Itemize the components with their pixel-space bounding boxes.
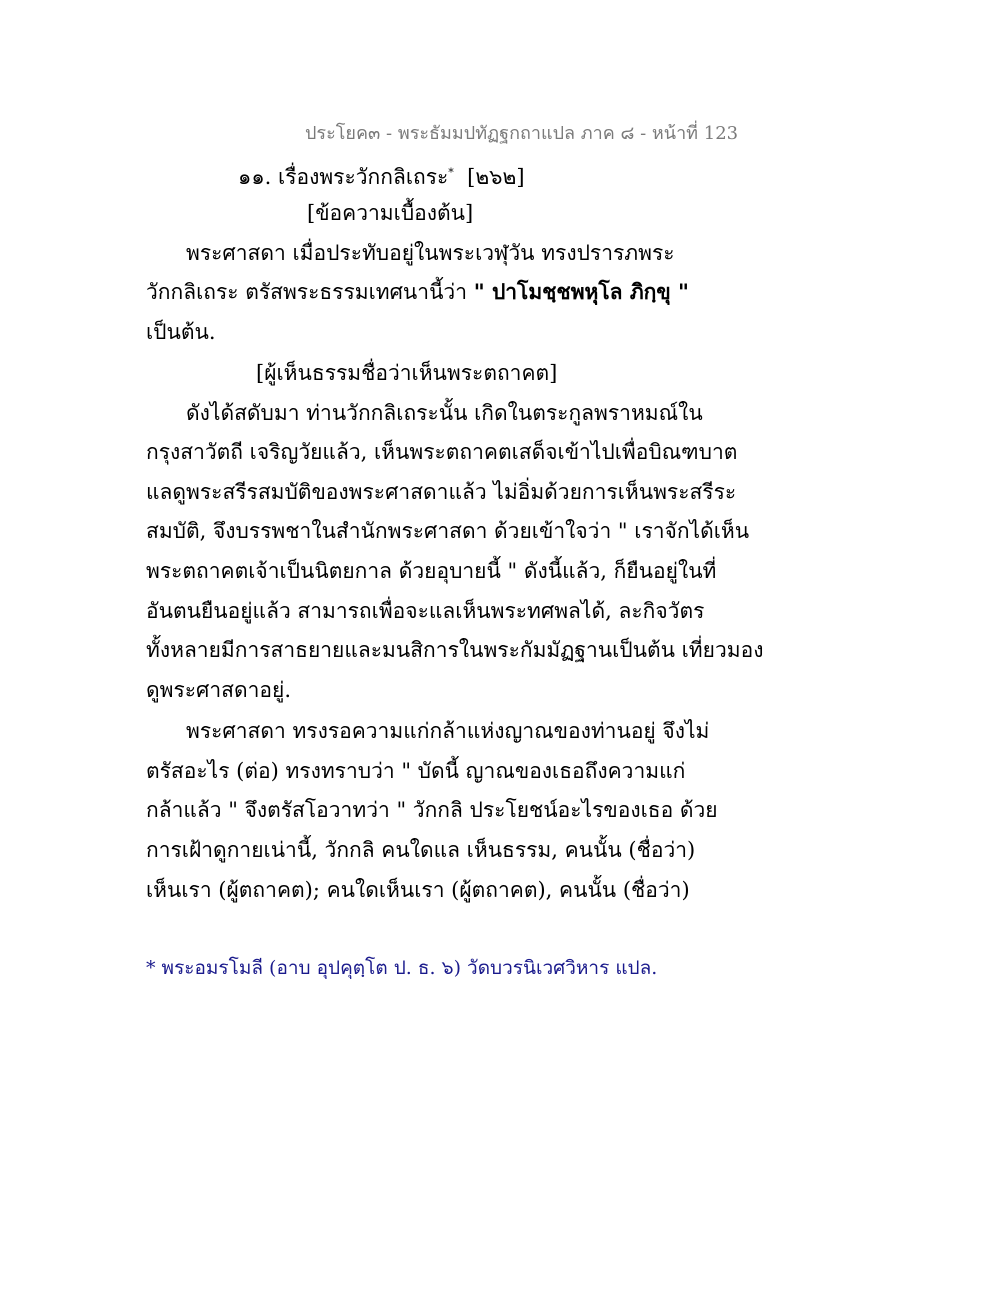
paragraph-3-line-5: เห็นเรา (ผู้ตถาคต); คนใดเห็นเรา (ผู้ตถาคต), คนนั้น (ชื่อว่า) bbox=[146, 878, 690, 902]
story-ref-number: [๒๖๒] bbox=[467, 165, 525, 189]
paragraph-3-line-4: การเฝ้าดูกายเน่านี้, วักกลิ คนใดแล เห็นธรรม, คนนั้น (ชื่อว่า) bbox=[146, 838, 696, 862]
paragraph-1-line-2 bbox=[146, 277, 689, 307]
paragraph-3-line-2: ตรัสอะไร (ต่อ) ทรงทราบว่า " บัดนี้ ญาณของเธอถึงความแก่ bbox=[146, 759, 686, 783]
translator-footnote: * พระอมรโมลี (อาบ อุปคุตฺโต ป. ธ. ๖) วัดบวรนิเวศวิหาร แปล. bbox=[146, 957, 658, 979]
paragraph-1-line-1: พระศาสดา เมื่อประทับอยู่ในพระเวฬุวัน ทรงปรารภพระ bbox=[186, 241, 675, 265]
paragraph-1-line-3: เป็นต้น. bbox=[146, 320, 216, 344]
story-title bbox=[238, 158, 525, 192]
section-heading-intro: [ข้อความเบื้องต้น] bbox=[307, 201, 474, 225]
story-title-text: ๑๑. เรื่องพระวักกลิเถระ bbox=[238, 165, 449, 189]
footnote-marker: * bbox=[448, 166, 454, 179]
section-heading-dhamma: [ผู้เห็นธรรมชื่อว่าเห็นพระตถาคต] bbox=[256, 361, 558, 385]
paragraph-2-line-5: พระตถาคตเจ้าเป็นนิตยกาล ด้วยอุบายนี้ " ดังนี้แล้ว, ก็ยืนอยู่ในที่ bbox=[146, 559, 717, 583]
paragraph-2-line-7: ทั้งหลายมีการสาธยายและมนสิการในพระกัมมัฏฐานเป็นต้น เที่ยวมอง bbox=[146, 638, 764, 662]
paragraph-1-line-2-text: วักกลิเถระ ตรัสพระธรรมเทศนานี้ว่า bbox=[146, 280, 474, 304]
paragraph-2-line-4: สมบัติ, จึงบรรพชาในสำนักพระศาสดา ด้วยเข้าใจว่า " เราจักได้เห็น bbox=[146, 519, 750, 543]
paragraph-2-line-1: ดังได้สดับมา ท่านวักกลิเถระนั้น เกิดในตระกูลพราหมณ์ใน bbox=[186, 401, 703, 425]
page-header: ประโยค๓ - พระธัมมปทัฏฐกถาแปล ภาค ๘ - หน้าที่ 123 bbox=[305, 123, 739, 144]
paragraph-3-line-3: กล้าแล้ว " จึงตรัสโอวาทว่า " วักกลิ ประโยชน์อะไรของเธอ ด้วย bbox=[146, 798, 718, 822]
paragraph-3-line-1: พระศาสดา ทรงรอความแก่กล้าแห่งญาณของท่านอยู่ จึงไม่ bbox=[186, 719, 710, 743]
paragraph-2-line-8: ดูพระศาสดาอยู่. bbox=[146, 678, 292, 702]
paragraph-2-line-2: กรุงสาวัตถี เจริญวัยแล้ว, เห็นพระตถาคตเสด็จเข้าไปเพื่อบิณฑบาต bbox=[146, 440, 738, 464]
paragraph-2-line-6: อันตนยืนอยู่แล้ว สามารถเพื่อจะแลเห็นพระทศพลได้, ละกิจวัตร bbox=[146, 599, 705, 623]
paragraph-2-line-3: แลดูพระสรีรสมบัติของพระศาสดาแล้ว ไม่อิ่มด้วยการเห็นพระสรีระ bbox=[146, 480, 737, 504]
pali-verse-quote: " ปาโมชฺชพหุโล ภิกฺขุ " bbox=[473, 279, 689, 304]
